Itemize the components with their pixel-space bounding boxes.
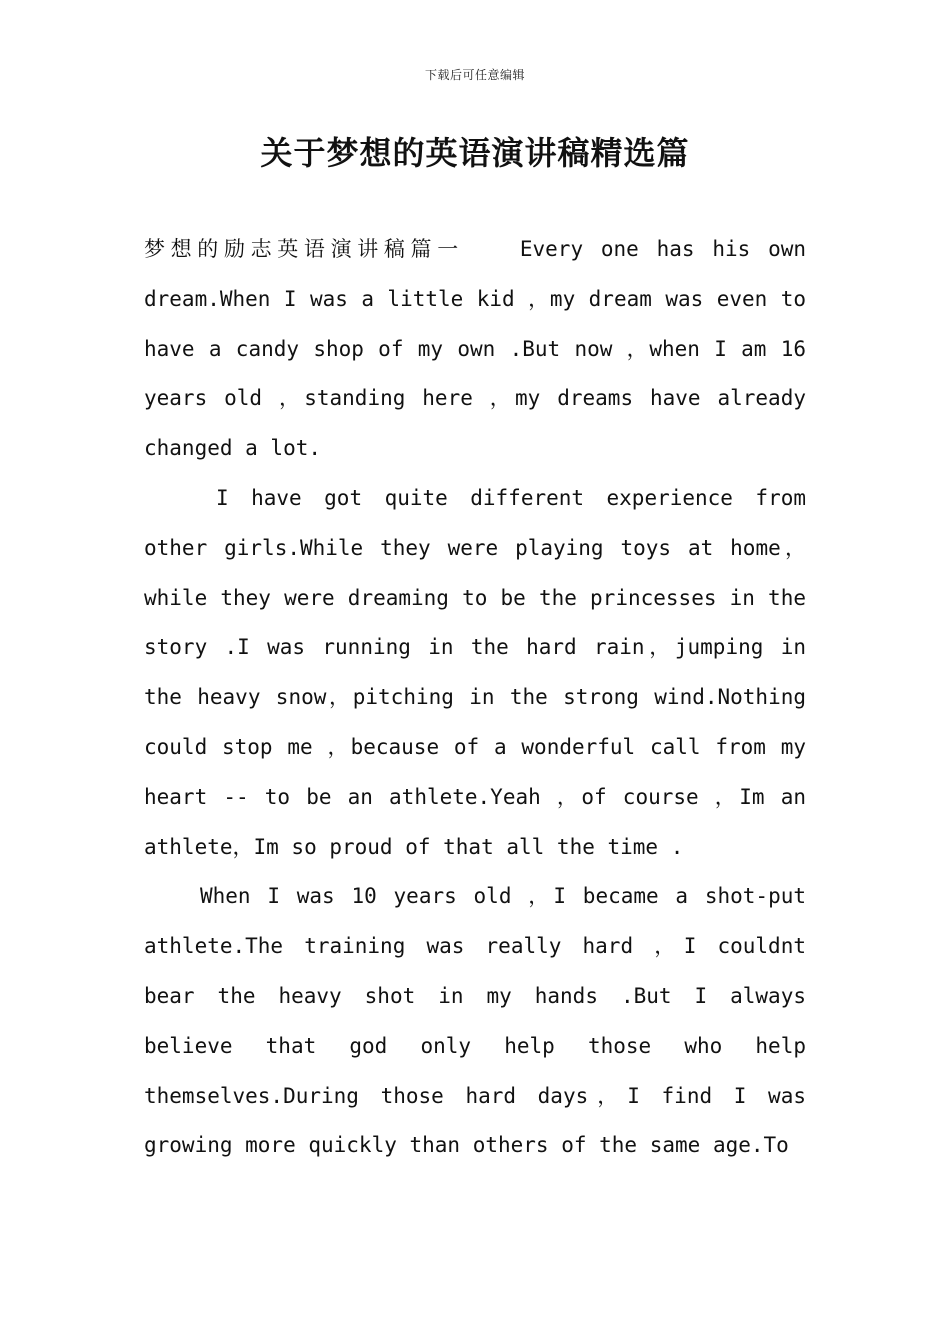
- section-label: 梦想的励志英语演讲稿篇一: [144, 237, 464, 261]
- header-note: 下载后可任意编辑: [424, 68, 525, 82]
- paragraph-3: When I was 10 years old ，I became a shot-put athlete.The training was really hard ，I couldnt bear the heavy shot in my hands .But I always believe that god only help those who help themselves.During those hard days，I find I was growing more quickly than others of the same age.To: [144, 884, 806, 1158]
- paragraph-1: [144, 225, 806, 474]
- paragraph-2: I have got quite different experience from other girls.While they were playing toys at home，while they were dreaming to be the princesses in the story .I was running in the hard rain，jumping in the heavy snow，pitching in the strong wind.Nothing could stop me ，because of a wonderful call from my heart -- to be an athlete.Yeah ，of course ，Im an athlete，Im so proud of that all the time .: [144, 485, 806, 859]
- document-title: 关于梦想的英语演讲稿精选篇: [260, 134, 690, 172]
- document-body: [144, 225, 806, 1171]
- paragraph-text: Every one has his own dream.When I was a little kid ，my dream was even to have a candy shop of my own .But now ，when I am 16 years old ，standing here ，my dreams have already changed a lot.: [144, 237, 807, 461]
